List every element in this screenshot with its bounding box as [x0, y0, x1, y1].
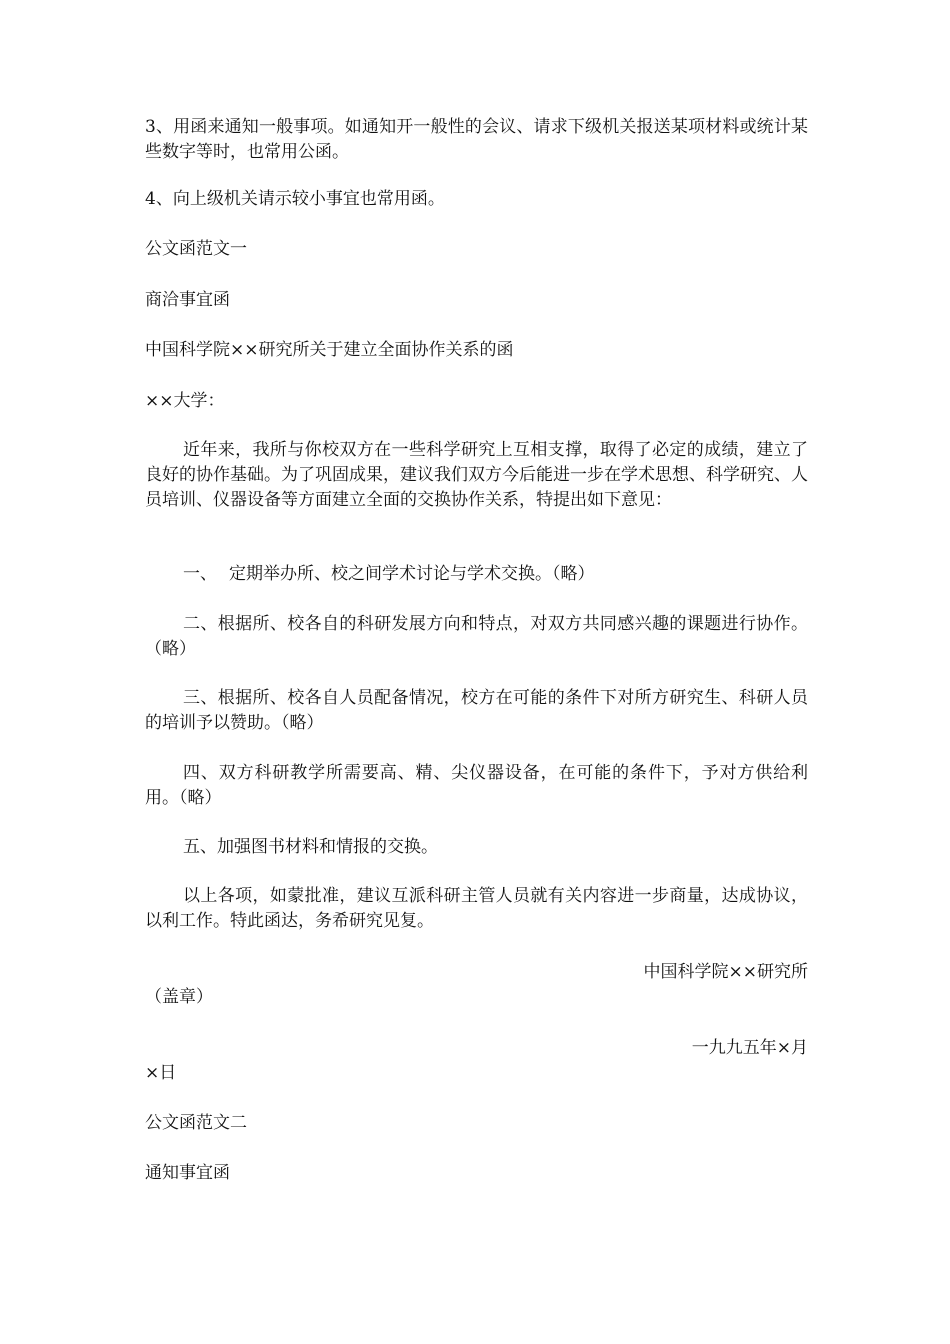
letter-item-4: 四、双方科研教学所需要高、精、尖仪器设备，在可能的条件下，予对方供给利用。（略）	[145, 763, 808, 808]
signature-organization: 中国科学院××研究所	[643, 962, 808, 982]
item-1-text: 定期举办所、校之间学术讨论与学术交换。（略）	[229, 564, 595, 584]
letter-title: 中国科学院××研究所关于建立全面协作关系的函	[145, 340, 514, 360]
letter-item-3: 三、根据所、校各自人员配备情况，校方在可能的条件下对所方研究生、科研人员的培训予以赞助。（略）	[145, 688, 808, 733]
letter-body-intro: 近年来，我所与你校双方在一些科学研究上互相支撑，取得了必定的成绩，建立了良好的协作基础。为了巩固成果，建议我们双方今后能进一步在学术思想、科学研究、人员培训、仪器设备等方面建立全面的交换协作关系，特提出如下意见：	[145, 440, 808, 510]
sample1-type: 商洽事宜函	[145, 290, 230, 310]
sample2-heading: 公文函范文二	[145, 1113, 247, 1133]
item-1-number: 一、	[183, 564, 217, 584]
date-day: ×日	[145, 1063, 177, 1083]
paragraph-item-3: 3、用函来通知一般事项。如通知开一般性的会议、请求下级机关报送某项材料或统计某些数字等时，也常用公函。	[145, 117, 808, 162]
date-line: 一九九五年×月	[691, 1038, 808, 1058]
letter-item-5: 五、加强图书材料和情报的交换。	[183, 837, 438, 857]
letter-item-2: 二、根据所、校各自的科研发展方向和特点，对双方共同感兴趣的课题进行协作。（略）	[145, 614, 808, 659]
letter-item-1	[183, 562, 595, 587]
letter-salutation: ××大学：	[145, 391, 225, 411]
sample2-type: 通知事宜函	[145, 1163, 230, 1183]
seal-note: （盖章）	[145, 987, 213, 1007]
paragraph-item-4: 4、向上级机关请示较小事宜也常用函。	[145, 189, 445, 209]
letter-closing: 以上各项，如蒙批准，建议互派科研主管人员就有关内容进一步商量，达成协议，以利工作。特此函达，务希研究见复。	[145, 886, 808, 931]
sample1-heading: 公文函范文一	[145, 239, 247, 259]
